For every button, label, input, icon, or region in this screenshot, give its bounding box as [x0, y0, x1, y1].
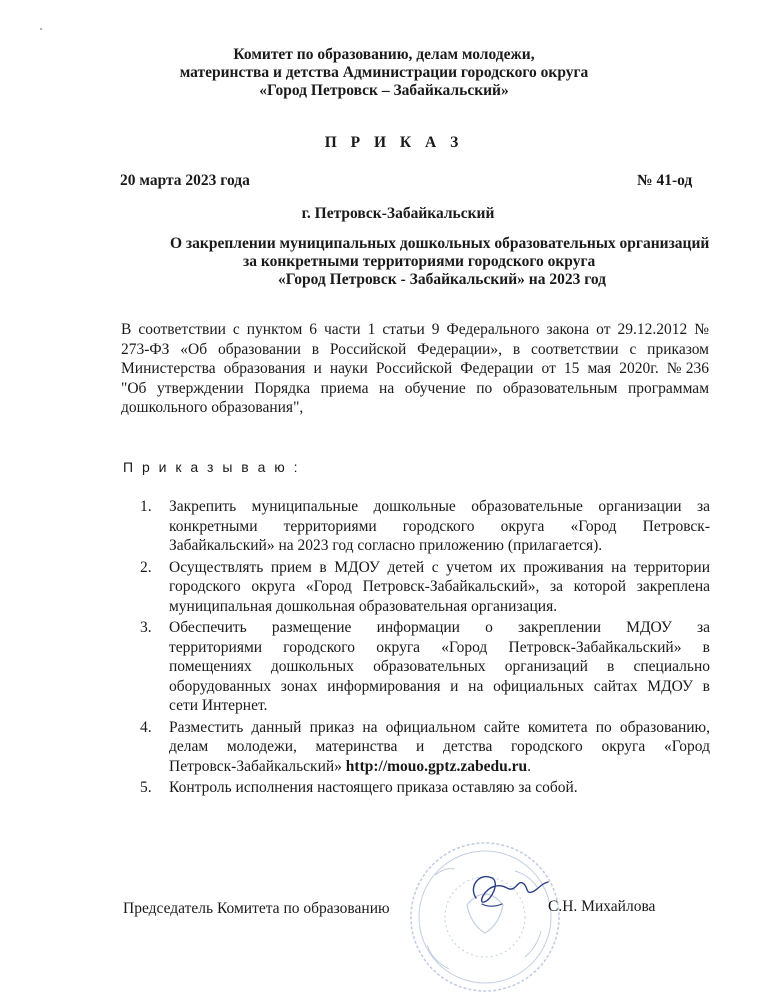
item-number: 5.: [140, 779, 152, 796]
issuer-line-3: «Город Петровск – Забайкальский»: [259, 82, 509, 99]
item-line: Осуществлять прием в МДОУ детей с учетом их проживания на территории: [169, 558, 710, 576]
order-number: № 41-од: [637, 172, 693, 189]
item-line: Обеспечить размещение информации о закреплении МДОУ за: [169, 619, 710, 636]
item-line: сети Интернет.: [169, 697, 268, 714]
item-line: городского округа «Город Петровск-Забайкальский», за которой закреплена: [169, 578, 710, 595]
item-line: Разместить данный приказ на официальном сайте комитета по образованию,: [169, 718, 710, 736]
subject-line-1: О закреплении муниципальных дошкольных образовательных организаций: [170, 235, 710, 252]
item-line: Закрепить муниципальные дошкольные образовательные организации за: [169, 498, 710, 515]
subject-line-2: за конкретными территориями городского округа: [243, 253, 596, 270]
scan-speck: [40, 28, 42, 30]
order-subject: [120, 235, 720, 289]
order-title: П Р И К А З: [324, 134, 464, 151]
preamble-line-4: "Об утверждении Порядка приема на обучение по образовательным программам: [121, 379, 709, 397]
issuer-header: [0, 46, 768, 100]
preamble-line-5: дошкольного образования",: [121, 399, 304, 416]
signatory-position: Председатель Комитета по образованию: [123, 900, 390, 917]
item-line: делам молодежи, материнства и детства городского округа «Город: [169, 738, 710, 755]
list-item: [140, 718, 710, 777]
signatory-name: С.Н. Михайлова: [548, 898, 656, 915]
committee-website-link[interactable]: http://mouo.gptz.zabedu.ru: [345, 757, 528, 775]
order-city: г. Петровск-Забайкальский: [301, 205, 495, 222]
item-line: помещениях дошкольных образовательных организаций в специально: [169, 658, 710, 675]
order-date: 20 марта 2023 года: [120, 172, 250, 189]
list-item: [140, 618, 710, 716]
item-number: 1.: [140, 498, 152, 515]
item-line: Забайкальский» на 2023 год согласно приложению (прилагается).: [169, 537, 603, 554]
item-number: 4.: [140, 718, 152, 736]
preamble-line-2: 273-ФЗ «Об образовании в Российской Федерации», в соответствии с приказом: [121, 340, 709, 358]
item-line: муниципальная дошкольная образовательная организация.: [169, 597, 558, 615]
item-line-suffix: .: [527, 757, 531, 775]
item-line-prefix: Петровск-Забайкальский»: [169, 757, 346, 775]
order-directive-heading: П р и к а з ы в а ю :: [123, 459, 301, 475]
preamble: [121, 320, 709, 418]
preamble-line-3: Министерства образования и науки Российской Федерации от 15 мая 2020г. №236: [121, 360, 709, 377]
issuer-line-2: материнства и детства Администрации городского округа: [179, 64, 589, 81]
item-number: 2.: [140, 558, 152, 576]
item-line: конкретными территориями городского округа «Город Петровск-: [169, 517, 710, 535]
item-line: оборудованных зонах информирования и на официальных сайтах МДОУ в: [169, 677, 710, 695]
list-item: [140, 778, 710, 798]
list-item: [140, 497, 710, 556]
item-number: 3.: [140, 619, 152, 636]
subject-line-3: «Город Петровск - Забайкальский» на 2023 год: [278, 271, 607, 288]
item-line: [169, 757, 710, 777]
list-item: [140, 558, 710, 617]
handwritten-signature: [462, 858, 554, 924]
preamble-line-1: В соответствии с пунктом 6 части 1 статьи 9 Федерального закона от 29.12.2012 №: [121, 321, 709, 338]
item-line: территориями городского округа «Город Петровск-Забайкальский» в: [169, 638, 710, 656]
item-line: Контроль исполнения настоящего приказа оставляю за собой.: [169, 779, 578, 796]
issuer-line-1: Комитет по образованию, делам молодежи,: [233, 46, 535, 63]
order-items-list: [140, 497, 710, 800]
